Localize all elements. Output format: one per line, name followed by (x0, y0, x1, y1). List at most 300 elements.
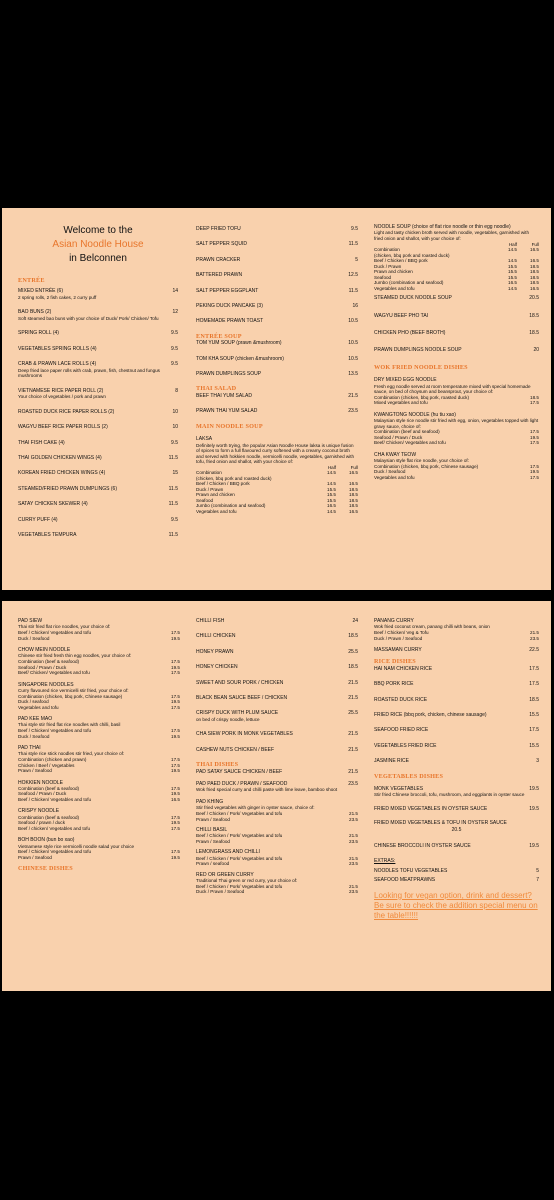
thai-salad-heading: THAI SALAD (196, 385, 237, 393)
menu-item (18, 330, 178, 336)
menu-item-row (18, 409, 178, 415)
menu-item (196, 226, 358, 232)
option-name: Duck / Seafood (374, 469, 406, 475)
option-price: 17.5 (530, 400, 539, 406)
menu-item-name: THAI FISH CAKE (4) (18, 439, 65, 446)
promo-link[interactable]: Looking for vegan option, drink and dessert? Be sure to check the addition special menu on the table!!!!!! (374, 890, 538, 920)
main-noodle-heading: MAIN NOODLE SOUP (196, 422, 263, 430)
option-price: 19.5 (530, 469, 539, 475)
option-name: Seafood (374, 274, 392, 280)
menu-item (18, 618, 180, 641)
menu-item-row (196, 649, 358, 655)
menu-item (18, 388, 178, 400)
menu-item-price: 20.5 (529, 295, 539, 302)
option-price: 17.5 (171, 693, 180, 699)
menu-item-row (374, 681, 539, 687)
page1-column-1 (18, 224, 178, 547)
menu-option (18, 734, 180, 740)
option-name: Combination (beef & seafood) (18, 814, 80, 820)
menu-item-name: PRAWN THAI YUM SALAD (196, 408, 258, 415)
menu-item-price: 10 (172, 424, 178, 431)
menu-item-description: Stir fried vegetables with ginger in oyster sauce, choice of: (196, 805, 315, 811)
option-name: Beef / Chicken / Pork/ Vegetables and tofu (196, 833, 283, 839)
noodle-soup-options (374, 242, 539, 292)
menu-item-price: 9.5 (171, 330, 178, 337)
menu-item-name: SALT PEPPER SQUID (196, 241, 247, 248)
full-label: Full (350, 464, 358, 470)
menu-item-name: PRAWN DUMPLINGS SOUP (196, 371, 262, 378)
option-name: Jumbo (combination and seafood) (374, 280, 444, 286)
menu-item-name: BEEF THAI YUM SALAD (196, 392, 252, 399)
menu-item-row (196, 731, 358, 737)
menu-item (196, 408, 358, 414)
menu-item-price: 9.5 (171, 516, 178, 523)
menu-item (196, 241, 358, 247)
menu-item-name: VIETNAMESE RICE PAPER ROLL (2) (18, 387, 104, 394)
option-name: Prawn and chicken (196, 492, 235, 498)
option-name: Beef / Chicken / BBQ pork (196, 481, 250, 487)
menu-item-name: BLACK BEAN SAUCE BEEF / CHICKEN (196, 695, 288, 702)
menu-item-name: KWANGTONG NOODLE (hu tiu xao) (374, 411, 456, 418)
menu-item-row (18, 470, 178, 476)
option-name: Vegetables and tofu (18, 704, 59, 710)
menu-item (18, 424, 178, 430)
menu-item-price: 18.5 (348, 664, 358, 671)
menu-item-price: 5 (536, 868, 539, 875)
menu-item-row (374, 806, 539, 812)
menu-item-name: MIXED ENTRÉE (6) (18, 288, 64, 295)
menu-item-price: 23.5 (348, 408, 358, 415)
menu-item-name: CASHEW NUTS CHICKEN / BEEF (196, 746, 275, 753)
menu-item-description: Soft steamed bao buns with your choice of Duck/ Pork/ Chicken/ Tofu (18, 315, 159, 321)
menu-item-name: PAD THAI (18, 745, 41, 751)
option-name: Duck / Prawn / Seafood (196, 889, 245, 895)
size-option (196, 509, 358, 515)
option-price: 17.5 (171, 659, 180, 664)
menu-item-name: ROASTED DUCK RICE PAPER ROLLS (2) (18, 408, 115, 415)
entree-extra-list (196, 226, 358, 325)
menu-item-price: 21.5 (348, 679, 358, 686)
menu-item-row (18, 486, 178, 492)
menu-item-description: Wok fried special curry and chilli paste with lime leave, bamboo shoot (196, 787, 338, 793)
option-name: Beef / Chicken/ Vegetables and tofu (18, 849, 92, 855)
page1-column-3 (374, 224, 539, 486)
menu-option (18, 670, 180, 676)
menu-item-name: PAD SIEW (18, 618, 43, 624)
menu-item (374, 806, 539, 812)
menu-option (374, 440, 539, 446)
option-name: Prawn / Seafood (196, 838, 230, 844)
menu-item-name: SPRING ROLL (4) (18, 330, 59, 337)
page1-column-2 (196, 226, 358, 514)
menu-item-name: WAGYU BEEF PHO TAI (374, 312, 429, 319)
menu-item (374, 743, 539, 749)
menu-item (374, 697, 539, 703)
entree-heading: ENTRÉE (18, 277, 45, 284)
option-half-price: 15.5 (327, 486, 336, 492)
menu-item-name: FRIED MIXED VEGETABLES IN OYSTER SAUCE (374, 806, 488, 813)
menu-item-price: 11.5 (168, 455, 178, 462)
option-price: 21.5 (349, 855, 358, 861)
menu-item-name: BAO BUNS (2) (18, 309, 52, 316)
menu-item (374, 712, 539, 718)
menu-item-name: CHILLI BASIL (196, 827, 228, 834)
option-name: Combination (chicken, bbq pork, Chinese sausage) (18, 693, 123, 699)
menu-item-name: WAGYU BEEF RICE PAPER ROLLS (2) (18, 424, 108, 431)
menu-item-price: 24 (352, 618, 358, 624)
menu-item (196, 710, 358, 722)
menu-option (18, 855, 180, 861)
option-name: Combination (beef & seafood) (18, 659, 80, 664)
option-price: 17.5 (171, 630, 180, 635)
menu-item-row (18, 501, 178, 507)
wok-fried-heading: WOK FRIED NOODLE DISHES (374, 363, 468, 371)
menu-item (374, 681, 539, 687)
laksa-name: LAKSA (196, 436, 213, 443)
menu-item (374, 868, 539, 874)
menu-item-row (196, 633, 358, 639)
option-price: 17.5 (171, 762, 180, 768)
option-name: Beef / Chicken / Pork/ Vegetables and tofu (196, 883, 283, 889)
menu-item-row (374, 697, 539, 703)
menu-item-price: 23.5 (348, 781, 358, 788)
menu-item (18, 501, 178, 507)
menu-item-price: 17.5 (529, 665, 539, 672)
menu-item-price: 9.5 (171, 345, 178, 352)
menu-item-name: TOM KHA SOUP (chicken &mushroom) (196, 355, 284, 362)
menu-item-description: Your choice of vegetables / pork and prawn (18, 394, 106, 400)
menu-item-name: PRAWN CRACKER (196, 256, 241, 263)
option-name: Combination (beef & seafood) (18, 785, 80, 791)
menu-item-price: 22.5 (529, 647, 539, 653)
menu-item-price: 8 (175, 387, 178, 394)
menu-item-price: 10.5 (348, 355, 358, 362)
menu-option (374, 636, 539, 642)
menu-item-row (374, 347, 539, 353)
restaurant-name: Asian Noodle House (52, 239, 144, 250)
option-name: Seafood / prawn / duck (18, 820, 65, 826)
menu-item-name: CHILLI FISH (196, 618, 225, 624)
menu-item-name: JASMINE RICE (374, 758, 410, 765)
menu-item-price: 21.5 (348, 392, 358, 399)
option-price: 18.5 (530, 394, 539, 400)
menu-item-name: SINGAPORE NOODLES (18, 681, 74, 688)
option-price: 19.5 (171, 699, 180, 704)
option-half-price: 14.5 (508, 285, 517, 291)
menu-item-row (374, 647, 539, 653)
menu-item-price: 25.5 (348, 710, 358, 717)
menu-item (196, 781, 358, 793)
menu-item-name: SEAFOOD FRIED RICE (374, 727, 429, 734)
menu-item-price: 19.5 (529, 806, 539, 813)
option-half-price: 14.5 (327, 508, 336, 514)
menu-item-price: 10.5 (348, 318, 358, 325)
menu-item-name: STEAMED DUCK NOODLE SOUP (374, 295, 452, 302)
option-name: Beef / Chicken/ Vegetables and tofu (18, 728, 92, 733)
menu-item (18, 682, 180, 711)
option-name: Beef/ Chicken/ Vegetables and tofu (374, 440, 446, 446)
welcome-line: Welcome to the (63, 225, 133, 236)
menu-item (374, 618, 539, 641)
option-price: 17.5 (530, 474, 539, 480)
menu-item-row (18, 455, 178, 461)
menu-item-row (18, 346, 178, 352)
menu-item-price: 21.5 (348, 746, 358, 753)
menu-item-row (196, 680, 358, 686)
menu-item-name: CRISPY NOODLE (18, 808, 60, 815)
option-name: Prawn and chicken (374, 269, 413, 275)
menu-item (18, 517, 178, 523)
menu-item-price: 16 (352, 303, 358, 310)
menu-item-description: Fresh egg noodle served at room temperature mixed with special homemade sauce, on bed of choysum and beansprout, your choice of: (374, 383, 531, 395)
massaman-curry-item (374, 647, 539, 653)
menu-item (18, 808, 180, 831)
menu-item-row (196, 272, 358, 278)
menu-option (18, 797, 180, 803)
option-price: 17.5 (530, 429, 539, 435)
menu-item-name: SATAY CHICKEN SKEWER (4) (18, 501, 88, 508)
menu-item-price: 21.5 (348, 768, 358, 775)
thai-dishes-list (196, 769, 358, 895)
menu-item-price: 19.5 (529, 843, 539, 850)
option-price: 19.5 (530, 434, 539, 440)
menu-item-row (374, 295, 539, 301)
option-name: Combination (374, 247, 400, 253)
rice-dishes-list (374, 666, 539, 765)
page2-column-1 (18, 618, 180, 873)
option-full-price: 16.5 (349, 508, 358, 514)
option-name: Vegetables and tofu (196, 508, 237, 514)
menu-item-row (374, 712, 539, 718)
menu-item-name: CRISPY DUCK WITH PLUM SAUCE (196, 710, 279, 717)
menu-option (18, 826, 180, 832)
vegetables-dishes-heading: VEGETABLES DISHES (374, 772, 444, 780)
laksa-options (196, 465, 358, 515)
option-name: Prawn / Seafood (18, 768, 52, 773)
menu-item (374, 452, 539, 481)
menu-item (196, 849, 358, 866)
menu-item-row (18, 532, 178, 538)
option-name: (chicken, bbq pork and roasted duck) (196, 475, 272, 481)
option-full-price: 18.5 (349, 503, 358, 509)
menu-item-name: NOODLES TOFU VEGETABLES (374, 868, 448, 875)
panang-curry-item (374, 618, 539, 641)
menu-item-description: Malaysian style rice noodle stir fried with egg, onion, vegetables topped with light gravy sauce, choice of: (374, 418, 539, 429)
option-name: Beef/ Chicken/ Vegetables and tofu (18, 670, 90, 675)
menu-item-description: Wok fried coconut cream, panang chilli with beans, onion (374, 624, 490, 630)
menu-page-1 (2, 208, 551, 590)
menu-item-name: PAD SATAY SAUCE CHICKEN / BEEF (196, 768, 283, 775)
welcome-block (18, 224, 178, 266)
menu-item-row (374, 727, 539, 733)
option-name: Beef / Chicken/ Veg & Tofu (374, 630, 429, 635)
option-price: 19.5 (171, 635, 180, 641)
extras-list (374, 868, 539, 883)
menu-item (196, 695, 358, 701)
menu-item-price: 10.5 (348, 340, 358, 347)
option-half-price: 15.5 (327, 497, 336, 503)
menu-item-description: Thai style stir fried flat rice noodles with chilli, basil (18, 722, 121, 728)
option-half-price: 15.5 (508, 263, 517, 269)
menu-item (18, 716, 180, 739)
menu-item-price: 12 (172, 309, 178, 316)
menu-item-name: STEAMED/FRIED PRAWN DUMPLINGS (6) (18, 485, 117, 492)
option-name: Vegetables and tofu (374, 285, 415, 291)
option-full-price: 16.5 (349, 470, 358, 476)
menu-item-row (196, 371, 358, 377)
menu-option (196, 817, 358, 823)
menu-item-name: CURRY PUFF (4) (18, 516, 58, 523)
rice-dishes-heading: RICE DISHES (374, 658, 416, 666)
menu-item-price: 9.5 (351, 226, 358, 232)
welcome-location: in Belconnen (69, 253, 127, 264)
half-label: Half (508, 241, 517, 247)
option-full-price: 18.5 (530, 269, 539, 275)
menu-item-name: CHA KWAY TEOW (374, 451, 417, 458)
option-price: 16.5 (171, 796, 180, 802)
menu-item (196, 393, 358, 399)
menu-item-name: SALT PEPPER EGGPLANT (196, 287, 259, 294)
menu-item-name: THAI GOLDEN CHICKEN WINGS (4) (18, 455, 102, 462)
menu-option (374, 475, 539, 481)
menu-item (374, 295, 539, 301)
menu-item-row (374, 843, 539, 849)
menu-item-row (374, 330, 539, 336)
option-price: 23.5 (349, 861, 358, 867)
menu-item-row (196, 769, 358, 775)
menu-item-description: Malaysian style flat rice noodle, your choice of: (374, 458, 469, 464)
chinese-dishes-heading: CHINESE DISHES (18, 865, 73, 873)
menu-item-price: 15 (172, 470, 178, 477)
menu-item (18, 470, 178, 476)
option-name: Combination (chicken, bbq pork, roasted duck) (374, 394, 469, 400)
menu-item (196, 747, 358, 753)
menu-item-price: 11.5 (348, 241, 358, 248)
menu-item-row (196, 618, 358, 624)
menu-item-price: 21.5 (348, 695, 358, 702)
menu-item (18, 486, 178, 492)
menu-item (374, 758, 539, 764)
menu-item (196, 649, 358, 655)
menu-item-row (196, 340, 358, 346)
laksa-description: Definitely worth trying, the popular Asian Noodle House laksa is unique fusion of spices to form a full flavoured curry softened with a creamy coconut broth and served with hokkien noodle, vermicelli noodle, vegetables, garnished with tofu, fried onion and shallot, with your choice of: (196, 442, 355, 465)
option-price: 17.5 (171, 670, 180, 675)
option-price: 17.5 (530, 440, 539, 446)
menu-item (374, 412, 539, 446)
entree-list (18, 288, 178, 538)
menu-item-row (196, 318, 358, 324)
option-price: 17.5 (171, 814, 180, 820)
menu-item-price: 11.5 (168, 501, 178, 508)
menu-item-row (196, 356, 358, 362)
menu-item (196, 356, 358, 362)
menu-item-description: Chinese stir fried fresh thin egg noodles, your choice of: (18, 653, 132, 659)
option-name: Duck / Prawn (374, 263, 402, 269)
menu-item-row (196, 288, 358, 294)
menu-item-row (196, 408, 358, 414)
menu-item (18, 532, 178, 538)
menu-item-name: PAD KHING (196, 799, 224, 806)
size-option (374, 286, 539, 292)
menu-item-name: CHICKEN PHO (BEEF BROTH) (374, 329, 446, 336)
menu-item-price: 17.5 (529, 681, 539, 688)
menu-item-price: 7 (536, 876, 539, 883)
menu-item-description: Thai style rice stick noodles stir fried, your choice of: (18, 751, 125, 757)
option-half-price: 15.5 (508, 269, 517, 275)
menu-item-name: HAI NAM CHICKEN RICE (374, 665, 433, 672)
menu-item-description: Thai stir fried flat rice noodles, your choice of: (18, 624, 111, 630)
menu-item (196, 827, 358, 844)
option-half-price: 14.5 (327, 470, 336, 476)
option-full-price: 18.5 (530, 274, 539, 280)
menu-item-row (18, 330, 178, 336)
option-name: Duck / Seafood (18, 635, 50, 641)
menu-option (196, 839, 358, 845)
menu-item-name: PAD PAED DUCK / PRAWN / SEAFOOD (196, 781, 288, 788)
laksa-item (196, 436, 358, 514)
menu-item-description: Deep fried lace paper rolls with crab, prawn, fish, chestnut and fungus mushrooms (18, 367, 160, 379)
chinese-dishes-list (196, 618, 358, 753)
option-price: 19.5 (171, 791, 180, 797)
menu-item-row (196, 226, 358, 232)
option-name: Beef / Chicken / Pork/ Vegetables and tofu (196, 855, 283, 861)
menu-item (18, 780, 180, 803)
option-name: Beef / Chicken / BBQ pork (374, 258, 428, 264)
menu-item-name: BATTERED PRAWN (196, 272, 243, 279)
menu-item-name: LEMONGRASS AND CHILLI (196, 849, 260, 856)
option-half-price: 15.5 (327, 492, 336, 498)
option-full-price: 18.5 (530, 263, 539, 269)
menu-item-name: HONEY CHICKEN (196, 664, 238, 671)
menu-item-description: on bed of crispy noodle, lettuce (196, 716, 260, 722)
menu-item (196, 288, 358, 294)
menu-item (196, 664, 358, 670)
option-price: 19.5 (171, 854, 180, 860)
option-name: Vegetables and tofu (374, 474, 415, 480)
option-name: Jumbo (combination and seafood) (196, 503, 266, 509)
extras-heading: EXTRAS: (374, 857, 396, 864)
menu-item-row (374, 666, 539, 672)
option-price: 17.5 (530, 463, 539, 469)
noodle-soup-description: Light and tasty chicken broth served with noodle, vegetables, garnished with fried onion and shallot, with your choice of: (374, 230, 530, 241)
option-name: Beef / chicken/ Vegetables and tofu (18, 825, 91, 831)
option-price: 21.5 (349, 811, 358, 817)
menu-item (374, 786, 539, 798)
entree-soup-heading: ENTRÉE SOUP (196, 332, 242, 340)
option-name: Seafood / Prawn / Duck (18, 664, 67, 670)
menu-item-price: 3 (536, 758, 539, 765)
menu-item (374, 820, 539, 833)
menu-item (374, 843, 539, 849)
option-price: 23.5 (530, 635, 539, 641)
menu-item-row (18, 440, 178, 446)
option-name: Prawn / Seafood (18, 854, 52, 860)
option-full-price: 16.5 (349, 481, 358, 487)
menu-item-name: VEGETABLES FRIED RICE (374, 742, 437, 749)
menu-item-price: 5 (355, 256, 358, 263)
menu-item-row (374, 877, 539, 883)
menu-item-name: BOH BOON (bun bo xao) (18, 837, 75, 844)
menu-item-row (196, 695, 358, 701)
option-half-price: 14.5 (508, 258, 517, 264)
menu-item (196, 731, 358, 737)
menu-item-name: MONK VEGETABLES (374, 786, 424, 793)
menu-item-row (196, 303, 358, 309)
thai-salad-list (196, 393, 358, 415)
entree-soup-list (196, 340, 358, 377)
menu-item-row (374, 313, 539, 319)
thai-dishes-heading: THAI DISHES (196, 761, 239, 769)
